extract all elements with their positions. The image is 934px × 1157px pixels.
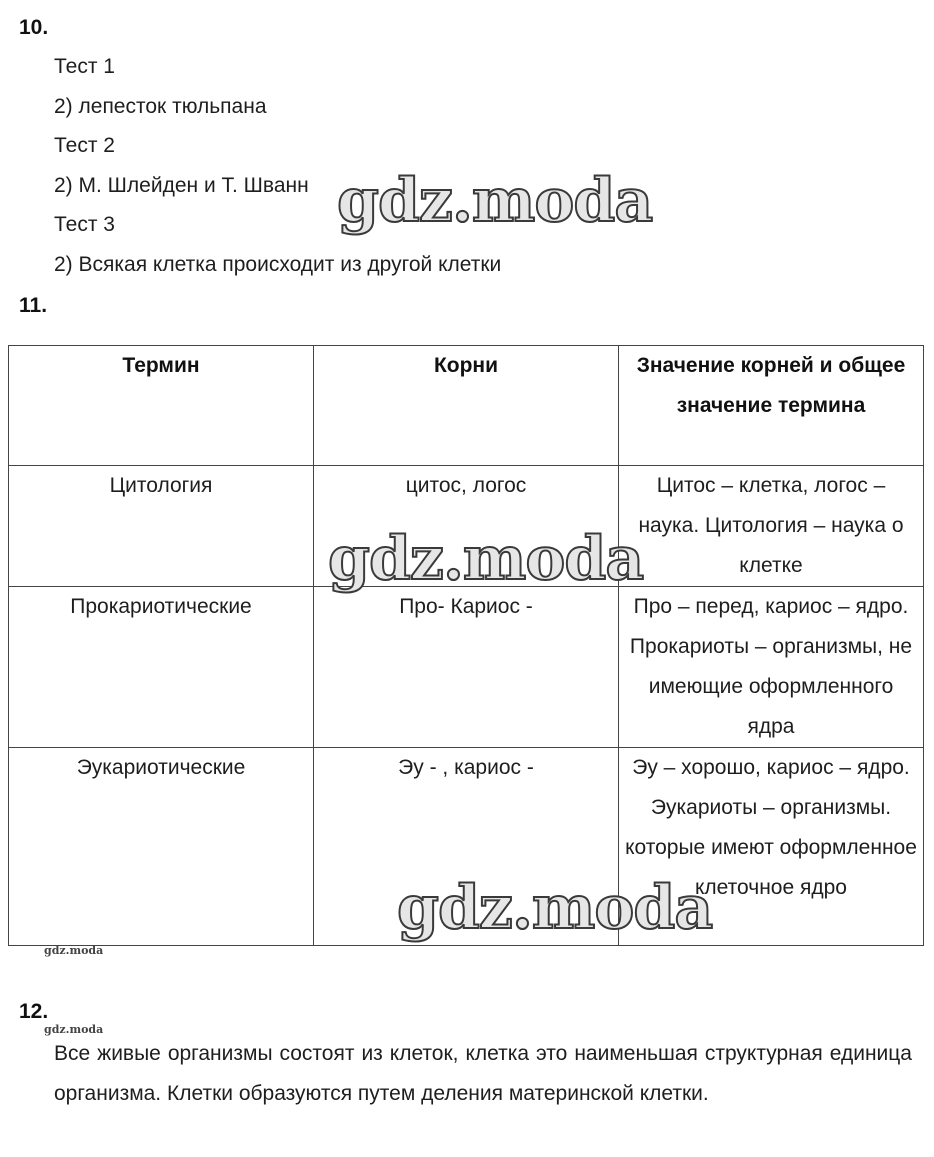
section-11-number: 11. xyxy=(19,294,48,317)
cell-roots: цитос, логос xyxy=(314,466,619,587)
watermark-small: gdz.moda xyxy=(44,944,104,957)
watermark-small: gdz.moda xyxy=(44,1023,104,1036)
table-row xyxy=(9,587,924,748)
cell-term: Эукариотические xyxy=(9,748,314,946)
header-term: Термин xyxy=(9,346,314,466)
cell-meaning: Про – перед, кариос – ядро. Прокариоты – организмы, не имеющие оформленного ядра xyxy=(619,587,924,748)
cell-term: Цитология xyxy=(9,466,314,587)
cell-meaning: Цитос – клетка, логос – наука. Цитология – наука о клетке xyxy=(619,466,924,587)
header-meaning: Значение корней и общее значение термина xyxy=(619,346,924,466)
section-12-number: 12. xyxy=(19,1000,49,1023)
cell-term: Прокариотические xyxy=(9,587,314,748)
section-12-paragraph: Все живые организмы состоят из клеток, клетка это наименьшая структурная единица организма. Клетки образуются путем деления материнской клетки. xyxy=(54,1042,912,1105)
terms-table xyxy=(8,345,924,946)
section-10-line-5: Тест 3 xyxy=(54,213,115,236)
header-roots: Корни xyxy=(314,346,619,466)
watermark-logo: gdz.moda xyxy=(337,166,653,236)
section-10-line-3: Тест 2 xyxy=(54,134,115,157)
section-10-line-2: 2) лепесток тюльпана xyxy=(54,95,267,118)
section-10-line-1: Тест 1 xyxy=(54,55,115,78)
cell-meaning: Эу – хорошо, кариос – ядро. Эукариоты – организмы. которые имеют оформленное клеточное ядро xyxy=(619,748,924,946)
section-10-number: 10. xyxy=(19,16,49,39)
watermark-logo: gdz.moda xyxy=(397,873,713,943)
cell-roots: Про- Кариос - xyxy=(314,587,619,748)
watermark-logo: gdz.moda xyxy=(328,524,644,594)
section-10-line-4: 2) М. Шлейден и Т. Шванн xyxy=(54,174,309,197)
cell-roots: Эу - , кариос - xyxy=(314,748,619,946)
table-header-row xyxy=(9,346,924,466)
section-10-line-6: 2) Всякая клетка происходит из другой клетки xyxy=(54,253,502,276)
